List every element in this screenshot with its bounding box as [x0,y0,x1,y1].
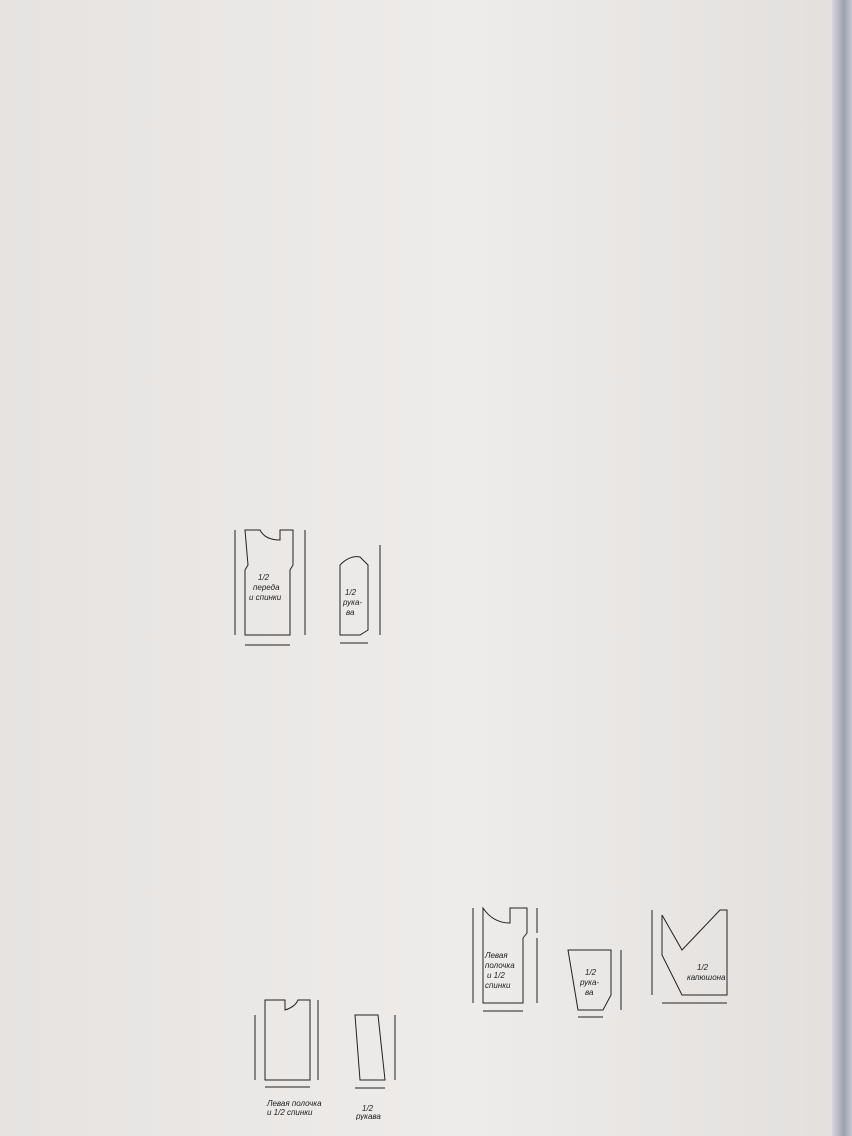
diagram-label: ва [346,608,355,617]
diagram-label: 1/2 [362,1104,374,1113]
diagram-label: ва [585,988,594,997]
diagram-label: переда [253,583,280,592]
diagram-label: Левая [485,951,508,960]
diagram-label: и 1/2 [487,971,505,980]
diagram-label: и 1/2 спинки [267,1108,313,1117]
magazine-binding-edge [832,0,852,1136]
model30-sleeve-diagram [330,535,400,660]
diagram-label: рука- [343,598,363,607]
diagram-label: 1/2 [258,573,270,582]
diagram-label: и спинки [249,593,282,602]
model41-sleeve-diagram [340,990,420,1120]
model41-front-diagram [240,985,340,1120]
diagram-label: 1/2 [697,963,709,972]
leaf-pattern-schema [455,668,565,803]
model30-continued-column [222,38,410,368]
model30-front-back-diagram [225,510,335,660]
diagram-label: Левая полочка [267,1099,322,1108]
model31-column [427,30,617,560]
diagram-label: полочка [485,961,515,970]
jacket-column [32,705,219,1115]
diagram-label: рука- [580,978,600,987]
model31-continued-column [623,28,813,508]
jacket-continued-column [230,705,416,970]
model31-front-back-diagram [455,888,565,1038]
model31-hood-diagram [642,885,752,1035]
diagram-label: 1/2 [345,588,357,597]
diagram-label: капюшона [687,973,726,982]
diagram-label: рукава [356,1112,381,1120]
model30-column [24,40,211,665]
model31-sleeve-diagram [563,925,638,1045]
diagram-label: 1/2 [585,968,597,977]
diagram-label: спинки [485,981,511,990]
